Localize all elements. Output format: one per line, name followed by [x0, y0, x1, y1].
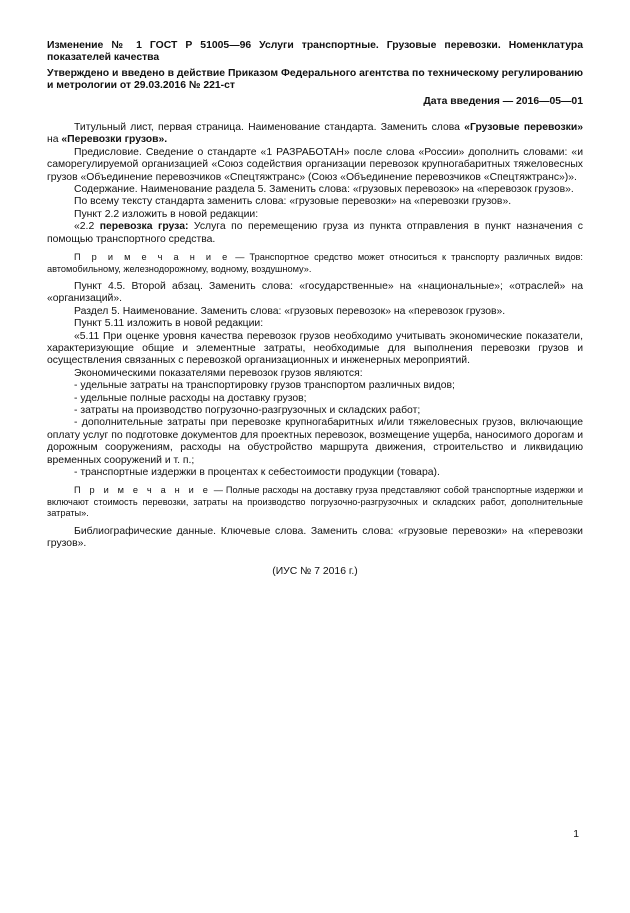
bold-term: «Перевозки грузов». — [61, 134, 168, 146]
page-number: 1 — [573, 829, 579, 840]
paragraph-indicators: Экономическими показателями перевозок грузов являются: — [74, 367, 363, 379]
paragraph-clause-4-5: Пункт 4.5. Второй абзац. Заменить слова: «государственные» на «национальные»; «отраслей» на «организаций». — [47, 280, 583, 305]
note-text: — Полные расходы на доставку груза представляют собой транспортные издержки и включают стоимость перевозки, затраты на производство погрузочно-разгрузочных и складских работ, дополнительные затраты». — [47, 485, 583, 519]
paragraph-contents: Содержание. Наименование раздела 5. Заменить слова: «грузовых перевозок» на «перевозок грузов». — [74, 184, 574, 196]
paragraph-section-5: Раздел 5. Наименование. Заменить слова: «грузовых перевозок» на «перевозок грузов». — [74, 305, 506, 317]
bold-term: перевозка груза: — [99, 221, 189, 233]
list-item: - затраты на производство погрузочно-разгрузочных и складских работ; — [74, 404, 421, 416]
note-label: П р и м е ч а н и е — [74, 252, 231, 263]
paragraph-title-page — [47, 122, 583, 147]
document-page — [47, 40, 583, 579]
list-item: - транспортные издержки в процентах к себестоимости продукции (товара). — [74, 467, 440, 478]
note-label: П р и м е ч а н и е — [74, 485, 211, 496]
paragraph-definition — [47, 221, 583, 246]
note-text: — Транспортное средство может относиться к транспорту различных видов: автомобильному, железнодорожному, водному, воздушному». — [47, 252, 583, 274]
paragraph-text: на — [47, 134, 62, 146]
paragraph-text: Услуга по перемещению груза из пункта отправления в пункт назначения с помощью транспортного средства. — [47, 221, 583, 245]
bold-term: «Грузовые перевозки» — [464, 122, 583, 134]
note-1 — [47, 252, 583, 275]
paragraph-global-replace: По всему тексту стандарта заменить слова: «грузовые перевозки» на «перевозки грузов». — [74, 196, 512, 208]
amendment-title: Изменение № 1 ГОСТ Р 51005—96 Услуги транспортные. Грузовые перевозки. Номенклатура показателей качества — [47, 40, 583, 64]
approval-statement: Утверждено и введено в действие Приказом Федерального агентства по техническому регулированию и метрологии от 29.03.2016 № 221-ст — [47, 67, 584, 92]
paragraph-text: Титульный лист, первая страница. Наименование стандарта. Заменить слова — [74, 122, 465, 134]
paragraph-bibliography: Библиографические данные. Ключевые слова. Заменить слова: «грузовые перевозки» на «перевозки грузов». — [47, 525, 583, 550]
paragraph-clause-5-11-text: «5.11 При оценке уровня качества перевозок грузов необходимо учитывать экономические показатели, характеризующие общие и элементные затраты, необходимые для выполнения перевозки грузов и осуществления связанных с перевозкой организационных и инженерных мероприятий. — [47, 330, 583, 367]
list-item: - дополнительные затраты при перевозке крупногабаритных и/или тяжеловесных грузов, включающие оплату услуг по подготовке документов для проектных перевозок, возмещение ущерба, наносимого дорогам и дорожным сооружениям, расходы на обустройство маршрута движения, строительство и ликвидацию временных сооружений и т. п.; — [47, 417, 583, 466]
list-item: - удельные полные расходы на доставку грузов; — [74, 392, 307, 404]
paragraph-preface: Предисловие. Сведение о стандарте «1 РАЗРАБОТАН» после слова «России» дополнить словами: «и саморегулируемой организацией «Союз содействия организации перевозок крупногабаритных тяжеловесных грузов «Объединение перевозчиков «Спецтяжтранс» (Союз «Объединение перевозчиков «Спецтяжтранс»)». — [47, 146, 583, 183]
paragraph-clause-2-2: Пункт 2.2 изложить в новой редакции: — [74, 208, 259, 220]
list-item: - удельные затраты на транспортировку грузов транспортом различных видов; — [74, 380, 455, 392]
source-reference: (ИУС № 7 2016 г.) — [272, 566, 358, 578]
note-2 — [47, 485, 583, 519]
effective-date: Дата введения — 2016—05—01 — [423, 95, 583, 107]
paragraph-text: «2.2 — [74, 221, 100, 233]
paragraph-clause-5-11: Пункт 5.11 изложить в новой редакции: — [74, 318, 264, 330]
